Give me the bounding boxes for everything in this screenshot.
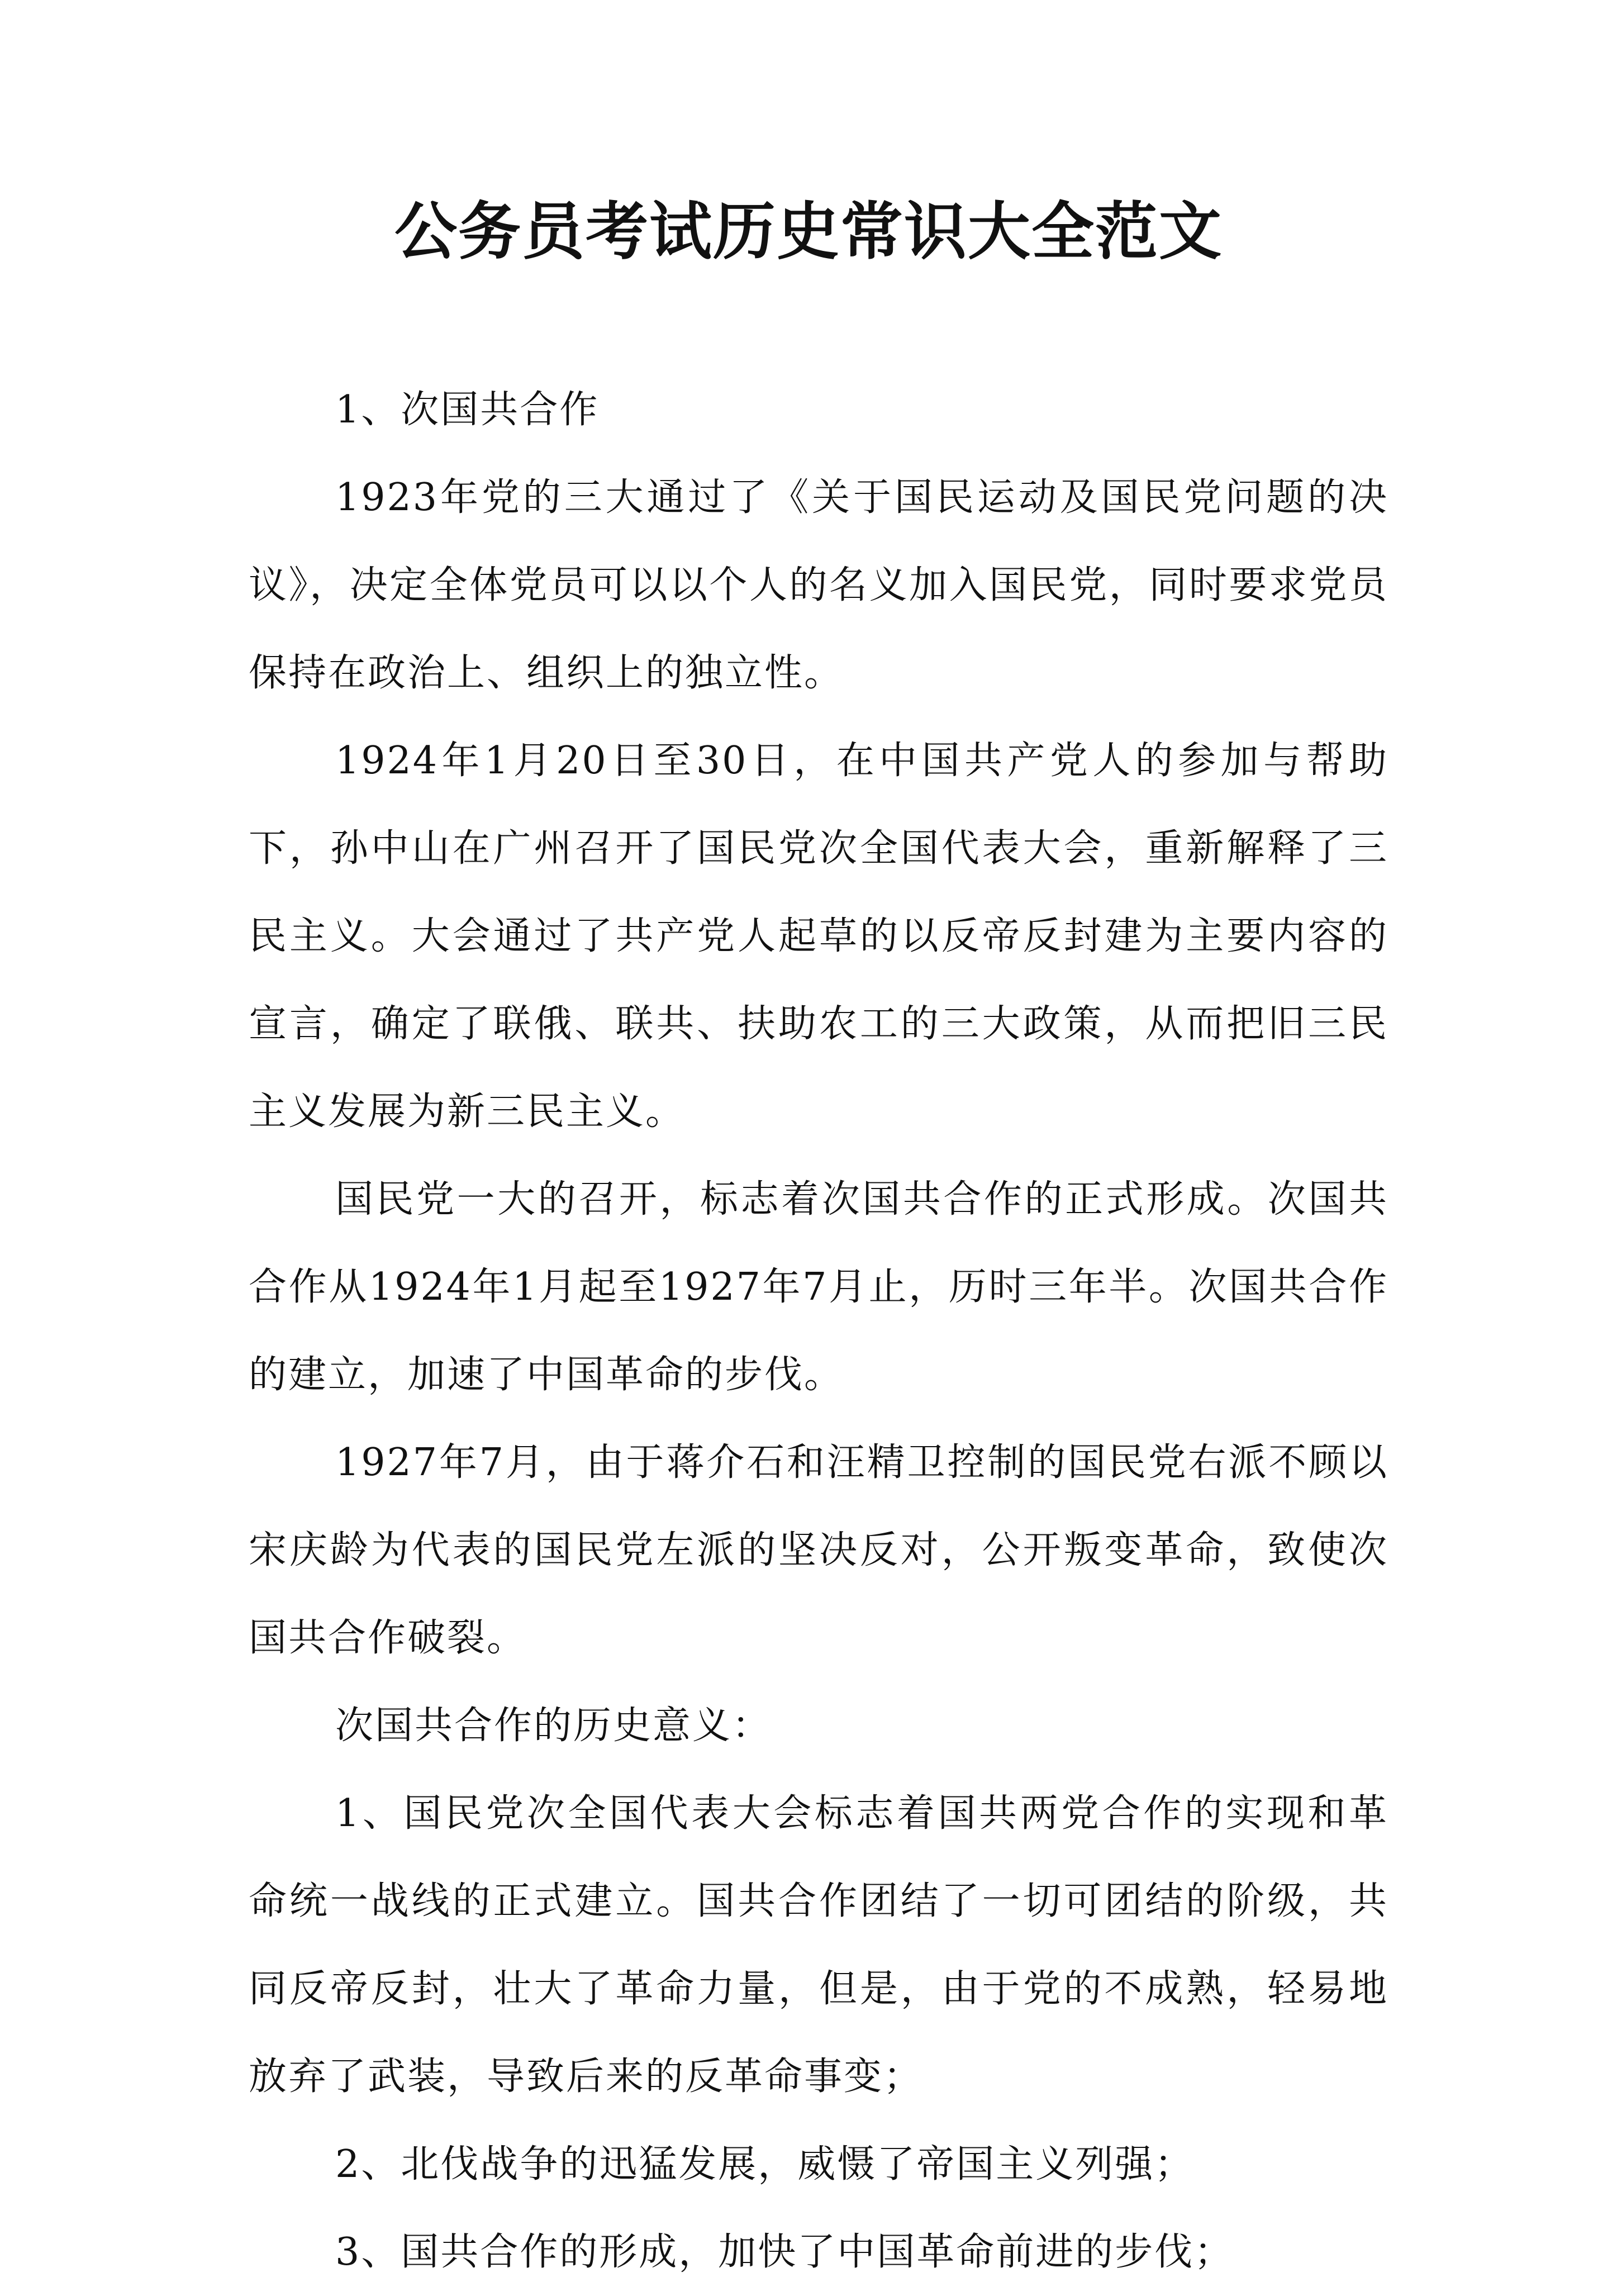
subheading: 次国共合作的历史意义： — [335, 1704, 772, 1748]
list-item: 1、国民党次全国代表大会标志着国共两党合作的实现和革命统一战线的正式建立。国共合作团结了一切可团结的阶级，共同反帝反封，壮大了革命力量，但是，由于党的不成熟，轻易地放弃了武装，导致后来的反革命事变； — [249, 1791, 1388, 2099]
paragraph: 1924年1月20日至30日，在中国共产党人的参加与帮助下，孙中山在广州召开了国民党次全国代表大会，重新解释了三民主义。大会通过了共产党人起草的以反帝反封建为主要内容的宣言，确定了联俄、联共、扶助农工的三大政策，从而把旧三民主义发展为新三民主义。 — [249, 739, 1388, 1134]
section-heading: 1、次国共合作 — [335, 388, 600, 432]
list-item: 2、北伐战争的迅猛发展，威慑了帝国主义列强； — [335, 2142, 1195, 2186]
paragraph: 1927年7月，由于蒋介石和汪精卫控制的国民党右派不顾以宋庆龄为代表的国民党左派的坚决反对，公开叛变革命，致使次国共合作破裂。 — [249, 1441, 1388, 1660]
list-item: 3、国共合作的形成，加快了中国革命前进的步伐； — [335, 2230, 1234, 2274]
paragraph: 国民党一大的召开，标志着次国共合作的正式形成。次国共合作从1924年1月起至1927年7月止，历时三年半。次国共合作的建立，加速了中国革命的步伐。 — [249, 1177, 1388, 1397]
document-title: 公务员考试历史常识大全范文 — [394, 196, 1223, 268]
document-body — [249, 366, 1388, 2296]
paragraph: 1923年党的三大通过了《关于国民运动及国民党问题的决议》，决定全体党员可以以个人的名义加入国民党，同时要求党员保持在政治上、组织上的独立性。 — [249, 476, 1388, 695]
